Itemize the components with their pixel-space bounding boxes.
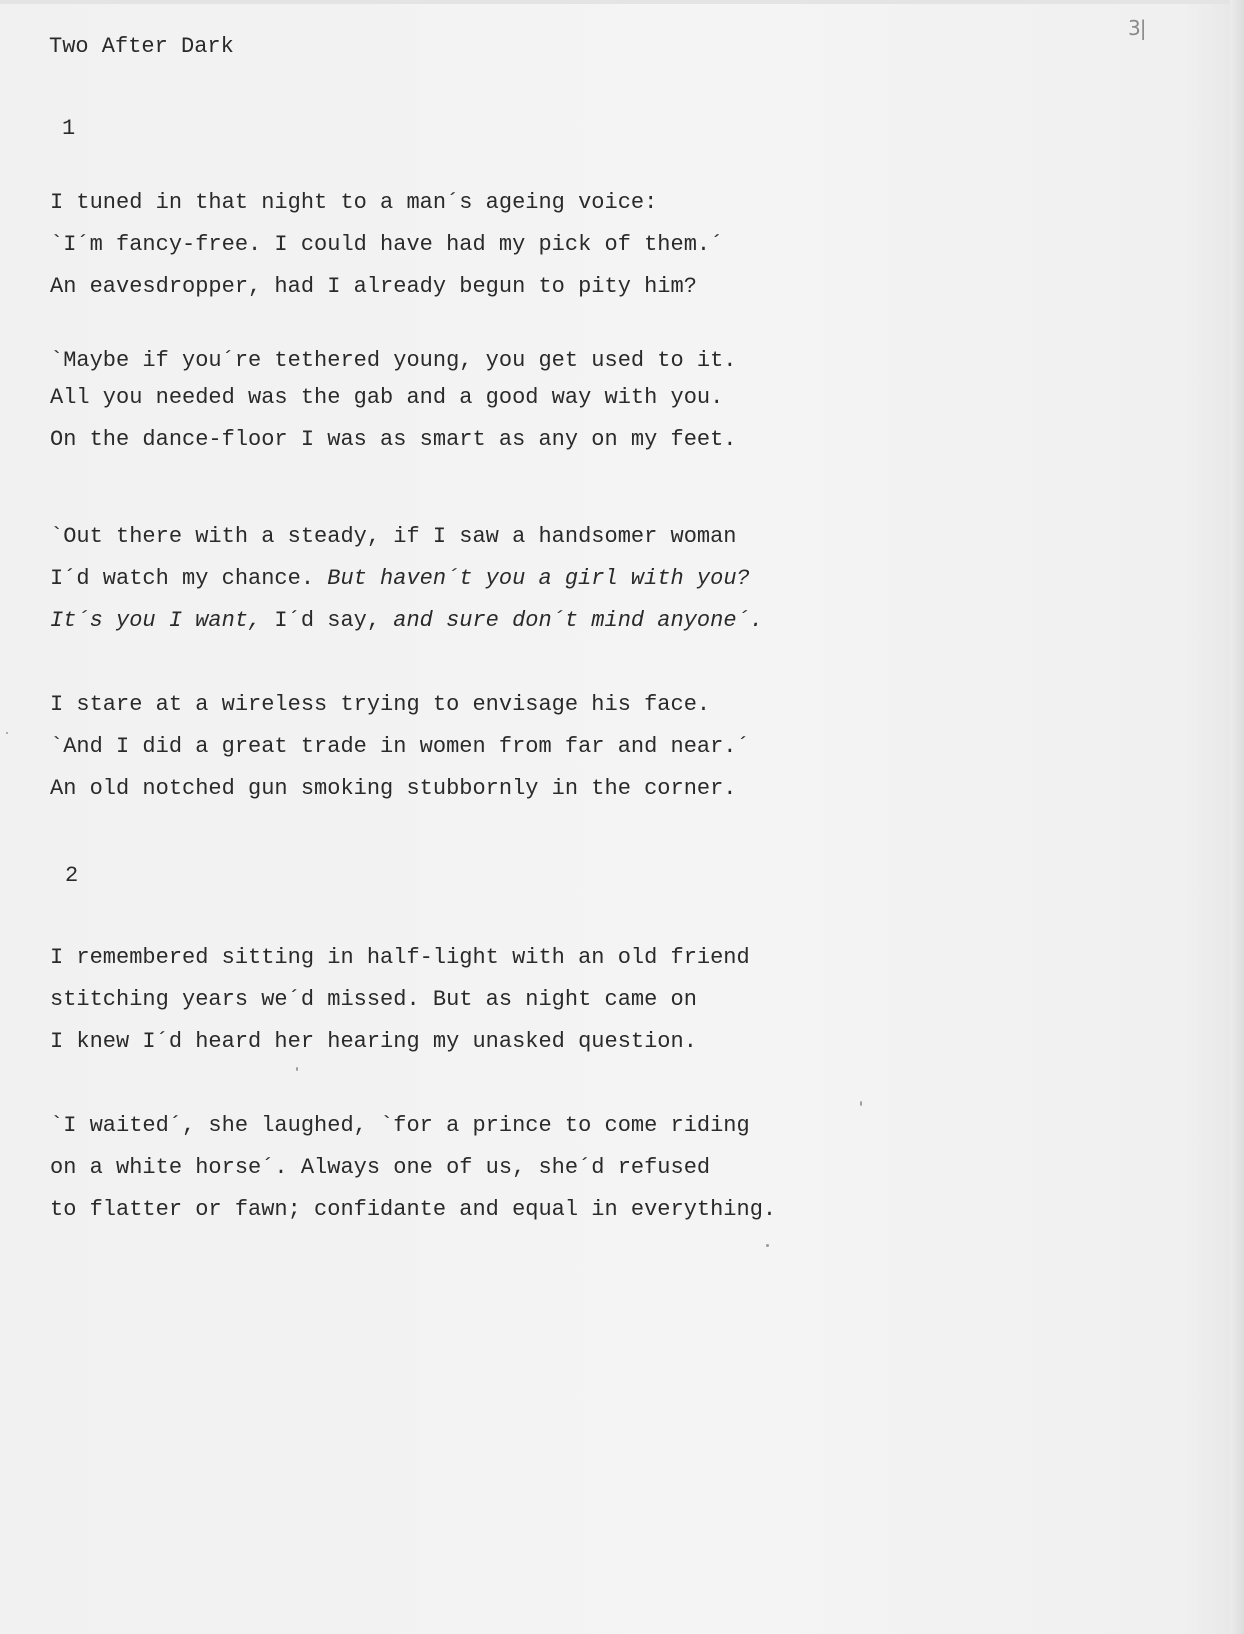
stanza-1-2 xyxy=(50,344,737,461)
scan-speck xyxy=(6,732,8,734)
poem-line-roman-part: I´d say, xyxy=(261,608,394,633)
poem-line: On the dance-floor I was as smart as any on my feet. xyxy=(50,427,737,452)
poem-line: I tuned in that night to a man´s ageing voice: xyxy=(50,190,658,215)
section-number-1: 1 xyxy=(62,116,76,141)
poem-line: I remembered sitting in half-light with an old friend xyxy=(50,945,750,970)
stanza-2-2 xyxy=(50,1105,776,1231)
poem-line: I knew I´d heard her hearing my unasked question. xyxy=(50,1029,697,1054)
poem-title: Two After Dark xyxy=(49,34,234,59)
poem-line-mixed xyxy=(50,558,763,600)
poem-line: `Out there with a steady, if I saw a handsomer woman xyxy=(50,524,737,549)
page-top-edge xyxy=(0,0,1244,4)
section-number-2: 2 xyxy=(65,863,79,888)
page-number: 3| xyxy=(1128,16,1146,40)
poem-line: All you needed was the gab and a good way with you. xyxy=(50,385,724,410)
poem-line-italic-part: It´s you I want, xyxy=(50,608,262,633)
scan-speck xyxy=(766,1244,769,1247)
poem-line: stitching years we´d missed. But as night came on xyxy=(50,987,697,1012)
poem-line-roman-part: I´d watch my chance. xyxy=(50,566,328,591)
poem-line: on a white horse´. Always one of us, she´d refused xyxy=(50,1155,711,1180)
scan-speck xyxy=(296,1067,298,1071)
poem-line: `I´m fancy-free. I could have had my pick of them.´ xyxy=(50,232,724,257)
page-right-edge xyxy=(1230,0,1244,1634)
poem-line-italic-part: But haven´t you a girl with you? xyxy=(327,566,750,591)
stanza-1-3 xyxy=(50,516,763,642)
poem-line: I stare at a wireless trying to envisage his face. xyxy=(50,692,711,717)
poem-line: to flatter or fawn; confidante and equal in everything. xyxy=(50,1197,777,1222)
stanza-1-1 xyxy=(50,182,723,308)
stanza-2-1 xyxy=(50,937,750,1063)
poem-line: `Maybe if you´re tethered young, you get used to it. xyxy=(50,348,737,373)
poem-line-italic-part: and sure don´t mind anyone´. xyxy=(393,608,763,633)
poem-line: An old notched gun smoking stubbornly in the corner. xyxy=(50,776,737,801)
poem-line: `I waited´, she laughed, `for a prince to come riding xyxy=(50,1113,750,1138)
scan-speck xyxy=(860,1101,862,1106)
poem-line: `And I did a great trade in women from far and near.´ xyxy=(50,734,750,759)
poem-line: An eavesdropper, had I already begun to pity him? xyxy=(50,274,697,299)
stanza-1-4 xyxy=(50,684,750,810)
poem-line-mixed xyxy=(50,600,763,642)
